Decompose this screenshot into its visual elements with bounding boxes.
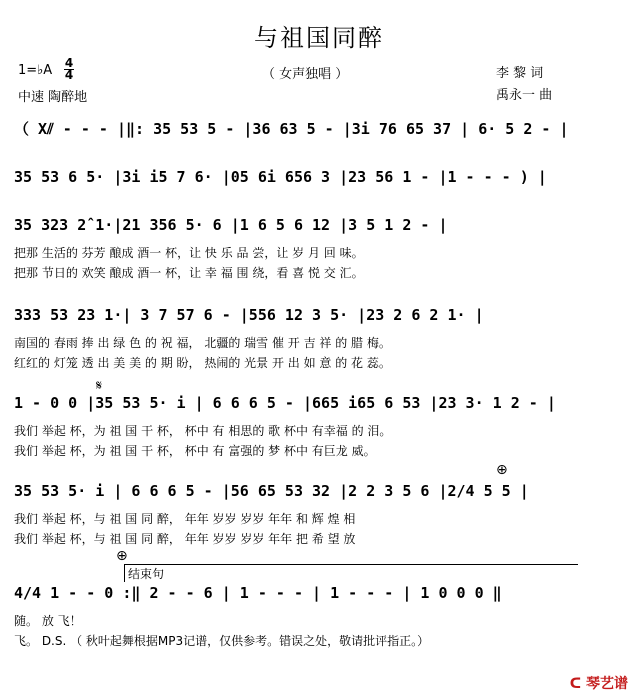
notes-row-7: 4/4 1 - - 0 :‖ 2 - - 6 | 1 - - - | 1 - - - | 1 0 0 0 ‖	[14, 584, 502, 602]
coda-icon: ⊕	[496, 462, 508, 478]
composer-credit: 禹永一 曲	[496, 88, 553, 103]
lyrics-row-5-verse-1: 我们 举起 杯，为 祖 国 干 杯， 杯中 有 相思的 歌 杯中 有幸福 的 泪。	[14, 424, 392, 438]
lyrics-row-3-verse-2: 把那 节日的 欢笑 酿成 酒一 杯，让 幸 福 围 绕，看 喜 悦 交 汇。	[14, 266, 364, 280]
lyrics-row-7-verse-2: 飞。 D.S. （ 秋叶起舞根据MP3记谱，仅供参考。错误之处，敬请批评指正。）	[14, 634, 430, 648]
notes-row-1: （ X⫽ - - - |‖: 35 53 5 - |36 63 5 - |3i 76 65 37 | 6· 5 2 - |	[14, 120, 569, 138]
time-sig-bottom: 4	[64, 68, 74, 82]
staff-row-6	[14, 482, 626, 508]
coda-icon-ending: ⊕	[116, 548, 128, 564]
lyrics-row-3-verse-1: 把那 生活的 芬芳 酿成 酒一 杯，让 快 乐 品 尝，让 岁 月 回 味。	[14, 246, 364, 260]
staff-row-2	[14, 168, 626, 194]
lyrics-row-5-verse-2: 我们 举起 杯，为 祖 国 干 杯， 杯中 有 富强的 梦 杯中 有巨龙 威。	[14, 444, 376, 458]
watermark-logo	[570, 673, 628, 693]
key-label: 1=♭A	[18, 63, 53, 78]
staff-row-4	[14, 306, 626, 332]
ending-label: 结束句	[128, 567, 165, 581]
tempo-marking: 中速 陶醉地	[18, 90, 88, 105]
lyrics-row-6-verse-2: 我们 举起 杯，与 祖 国 同 醉， 年年 岁岁 岁岁 年年 把 希 望 放	[14, 532, 356, 546]
lyrics-row-4-verse-1: 南国的 春雨 捧 出 绿 色 的 祝 福， 北疆的 瑞雪 催 开 吉 祥 的 腊 梅。	[14, 336, 391, 350]
watermark-text: 琴艺谱	[586, 676, 628, 692]
staff-row-1	[14, 118, 626, 144]
staff-row-7	[14, 584, 626, 610]
ending-bracket	[124, 564, 578, 582]
singer-type: （ 女声独唱 ）	[262, 67, 349, 82]
lyrics-row-7-verse-1: 随。 放 飞！	[14, 614, 82, 628]
notes-row-3: 35 323 2̂ 1·|21 356 5· 6 |1 6 5 6 12 |3 5 1 2 - |	[14, 216, 448, 234]
staff-row-3	[14, 216, 626, 242]
notes-row-4: 333 53 23 1·| 3 7 57 6 - |556 12 3 5· |23 2 6 2 1· |	[14, 306, 484, 324]
staff-row-5	[14, 394, 626, 420]
lyrics-row-6-verse-1: 我们 举起 杯，与 祖 国 同 醉， 年年 岁岁 岁岁 年年 和 辉 煌 相	[14, 512, 356, 526]
time-sig-top: 4	[64, 56, 74, 70]
notes-row-5: 1 - 0 0 |35 53 5· i | 6 6 6 5 - |665 i65 6 53 |23 3· 1 2 - |	[14, 394, 556, 412]
lyricist-credit: 李 黎 词	[496, 66, 544, 81]
notes-row-2: 35 53 6 5· |3i i5 7 6· |05 6i 656 3 |23 56 1 - |1 - - - ) |	[14, 168, 547, 186]
notes-row-6: 35 53 5· i | 6 6 6 5 - |56 65 53 32 |2 2 3 5 6 |2/4 5 5 |	[14, 482, 529, 500]
lyrics-row-4-verse-2: 红红的 灯笼 透 出 美 美 的 期 盼， 热闹的 光景 开 出 如 意 的 花 蕊。	[14, 356, 391, 370]
page-title: 与祖国同醉	[254, 24, 384, 52]
time-signature	[64, 58, 74, 81]
watermark-icon: ᑕ	[569, 676, 582, 692]
key-signature	[18, 63, 52, 78]
segno-icon: 𝄋	[96, 378, 103, 394]
